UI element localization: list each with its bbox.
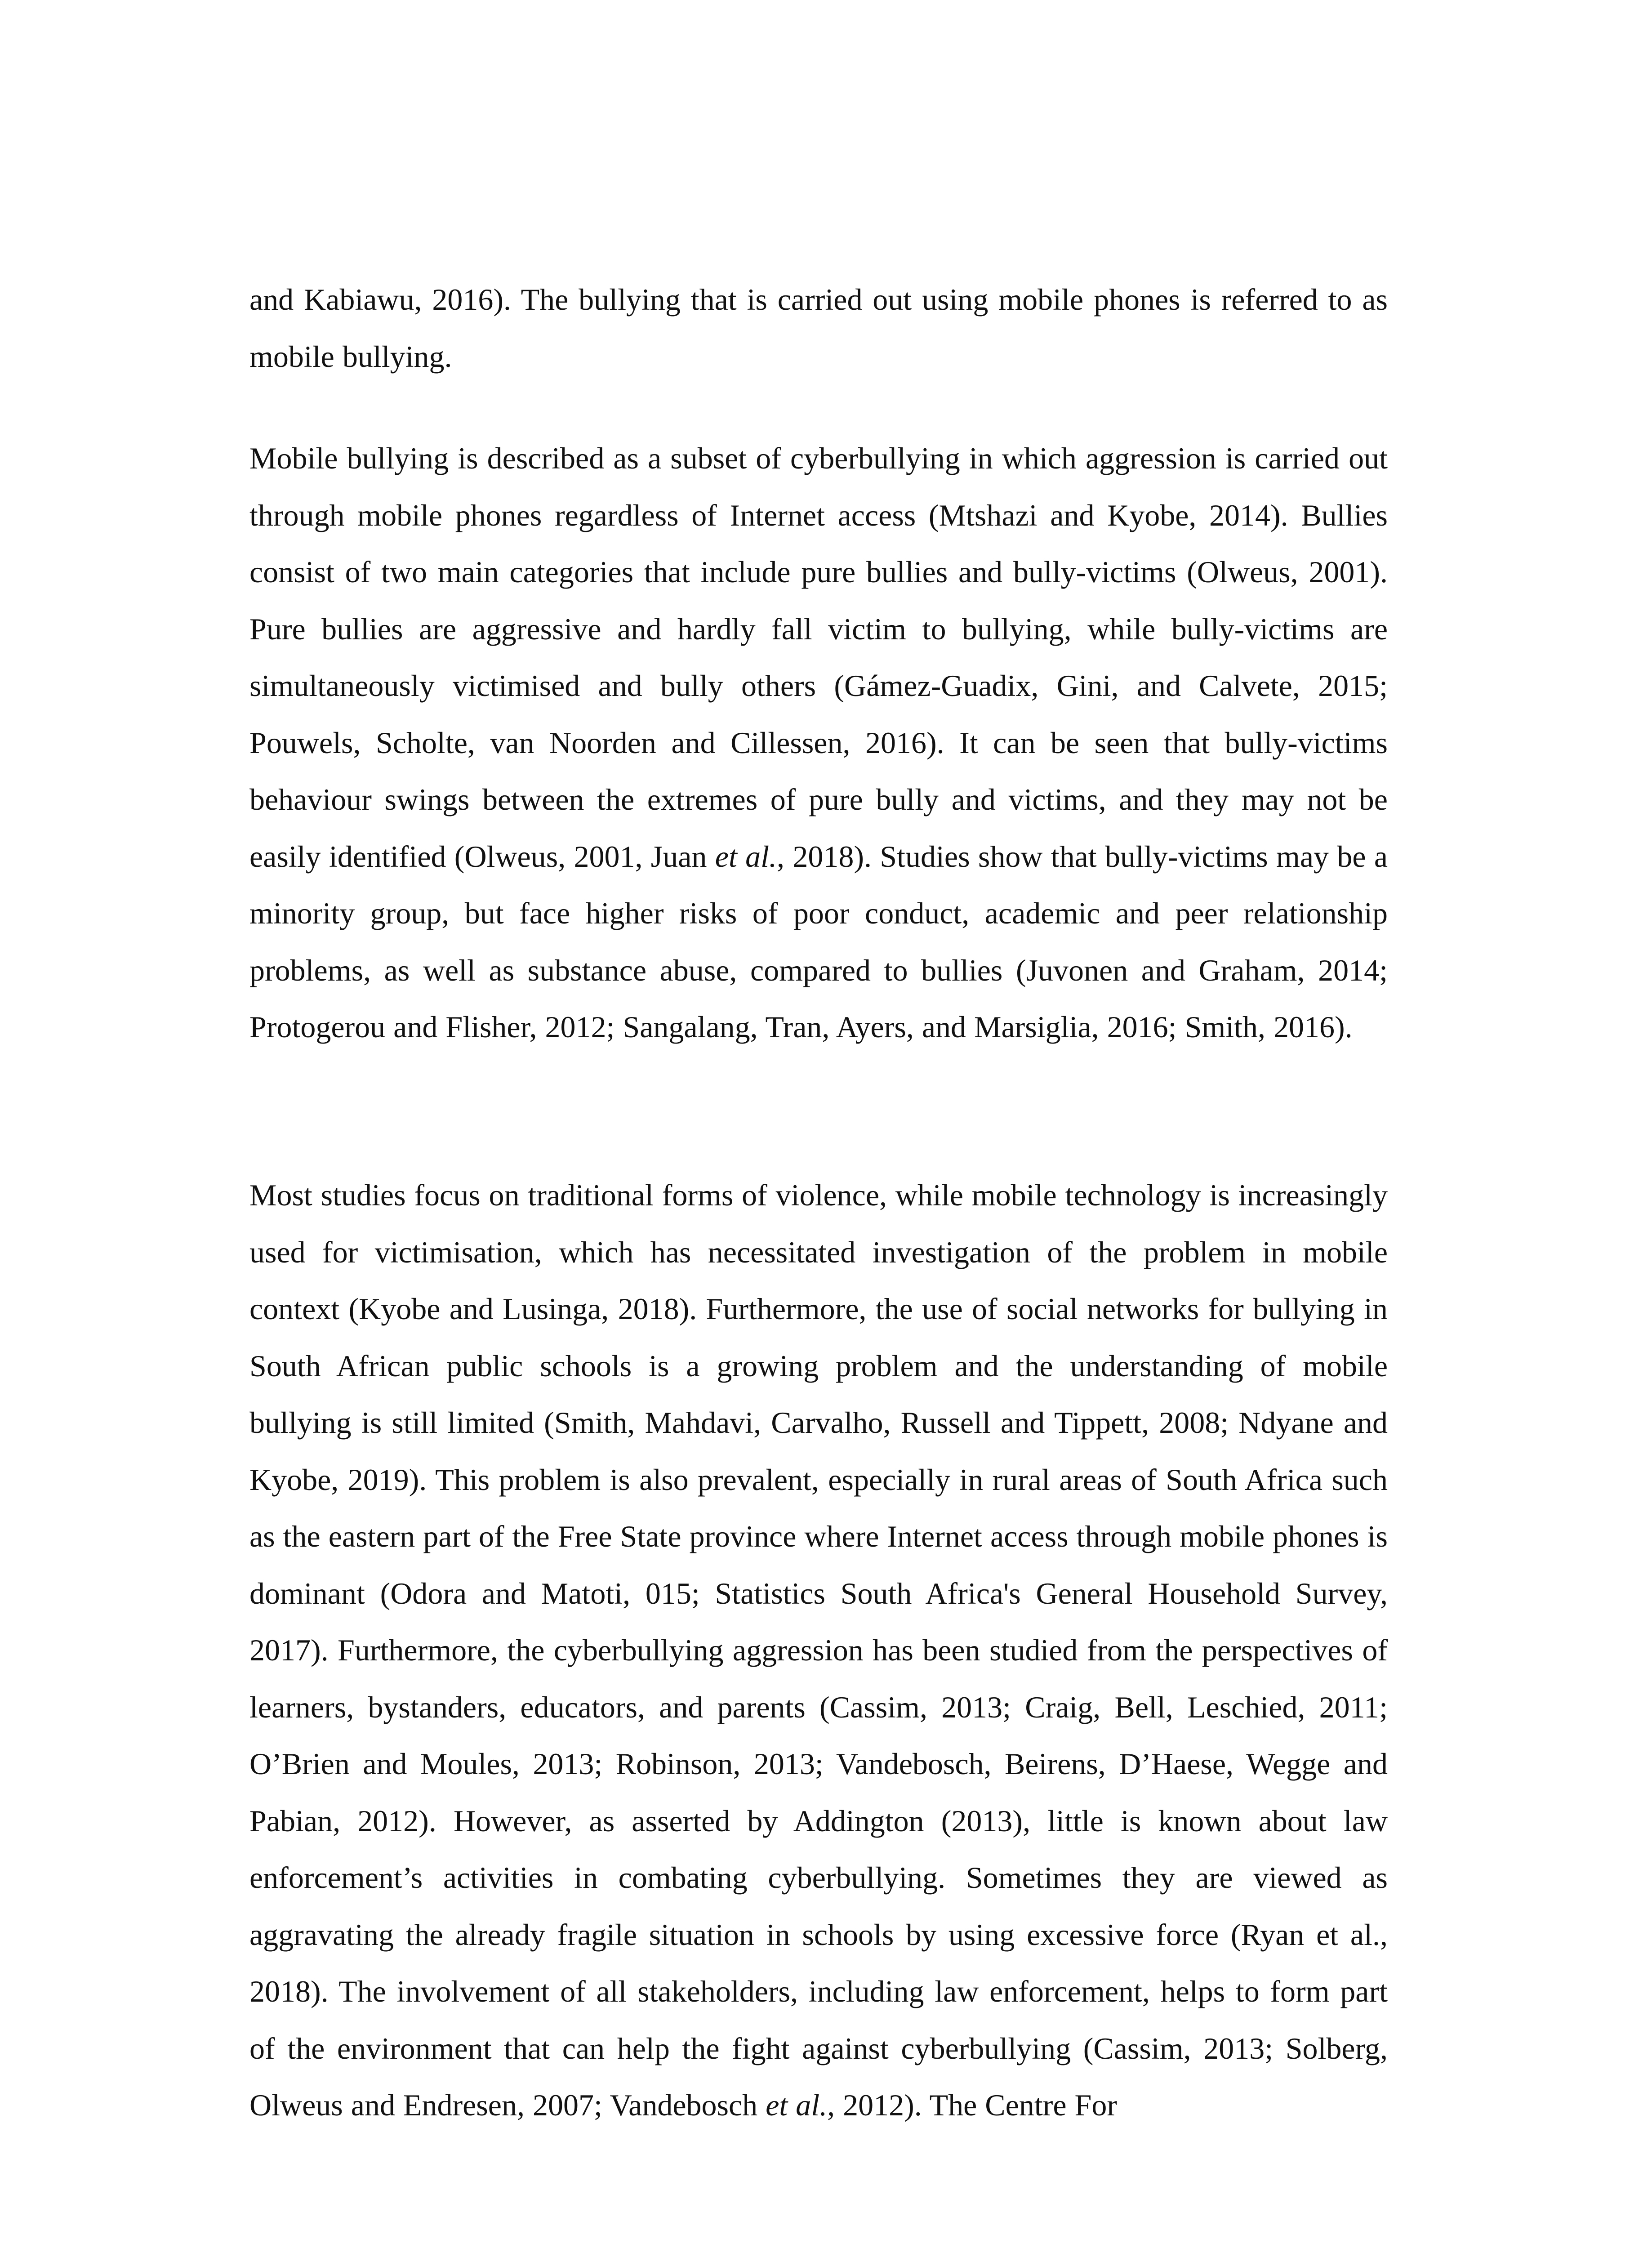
paragraph-3-text-part-2: , 2012). The Centre For [827,2088,1118,2122]
paragraph-1 [249,271,1388,385]
paragraph-3 [249,1167,1388,2134]
paragraph-2-text-part-1: Mobile bullying is described as a subset of cyberbullying in which aggression is carried out through mobile phones regardless of Internet access (Mtshazi and Kyobe, 2014). Bullies consist of two main categories that include pure bullies and bully-victims (Olweus, 2001). Pure bullies are aggressive and hardly fall victim to bullying, while bully-victims are simultaneously victimised and bully others (Gámez-Guadix, Gini, and Calvete, 2015; Pouwels, Scholte, van Noorden and Cillessen, 2016). It can be seen that bully-victims behaviour swings between the extremes of pure bully and victims, and they may not be easily identified (Olweus, 2001, Juan [249,441,1388,874]
paragraph-2-text-part-2: , 2018). Studies show that bully-victims may be a minority group, but face higher risks of poor conduct, academic and peer relationship problems, as well as substance abuse, compared to bullies (Juvonen and Graham, 2014; Protogerou and Flisher, 2012; Sangalang, Tran, Ayers, and Marsiglia, 2016; Smith, 2016). [249,839,1388,1044]
paragraph-1-text: and Kabiawu, 2016). The bullying that is carried out using mobile phones is referred to as mobile bullying. [249,282,1388,374]
paragraph-3-text-part-1: Most studies focus on traditional forms of violence, while mobile technology is increasingly used for victimisation, which has necessitated investigation of the problem in mobile context (Kyobe and Lusinga, 2018). Furthermore, the use of social networks for bullying in South African public schools is a growing problem and the understanding of mobile bullying is still limited (Smith, Mahdavi, Carvalho, Russell and Tippett, 2008; Ndyane and Kyobe, 2019). This problem is also prevalent, especially in rural areas of South Africa such as the eastern part of the Free State province where Internet access through mobile phones is dominant (Odora and Matoti, 015; Statistics South Africa's General Household Survey, 2017). Furthermore, the cyberbullying aggression has been studied from the perspectives of learners, bystanders, educators, and parents (Cassim, 2013; Craig, Bell, Leschied, 2011; O’Brien and Moules, 2013; Robinson, 2013; Vandebosch, Beirens, D’Haese, Wegge and Pabian, 2012). However, as asserted by Addington (2013), little is known about law enforcement’s activities in combating cyberbullying. Sometimes they are viewed as aggravating the already fragile situation in schools by using excessive force (Ryan et al., 2018). The involvement of all stakeholders, including law enforcement, helps to form part of the environment that can help the fight against cyberbullying (Cassim, 2013; Solberg, Olweus and Endresen, 2007; Vandebosch [249,1178,1388,2122]
paragraph-3-italic-citation: et al. [766,2088,828,2122]
paragraph-2-italic-citation: et al. [715,839,777,874]
paragraph-2 [249,430,1388,1056]
